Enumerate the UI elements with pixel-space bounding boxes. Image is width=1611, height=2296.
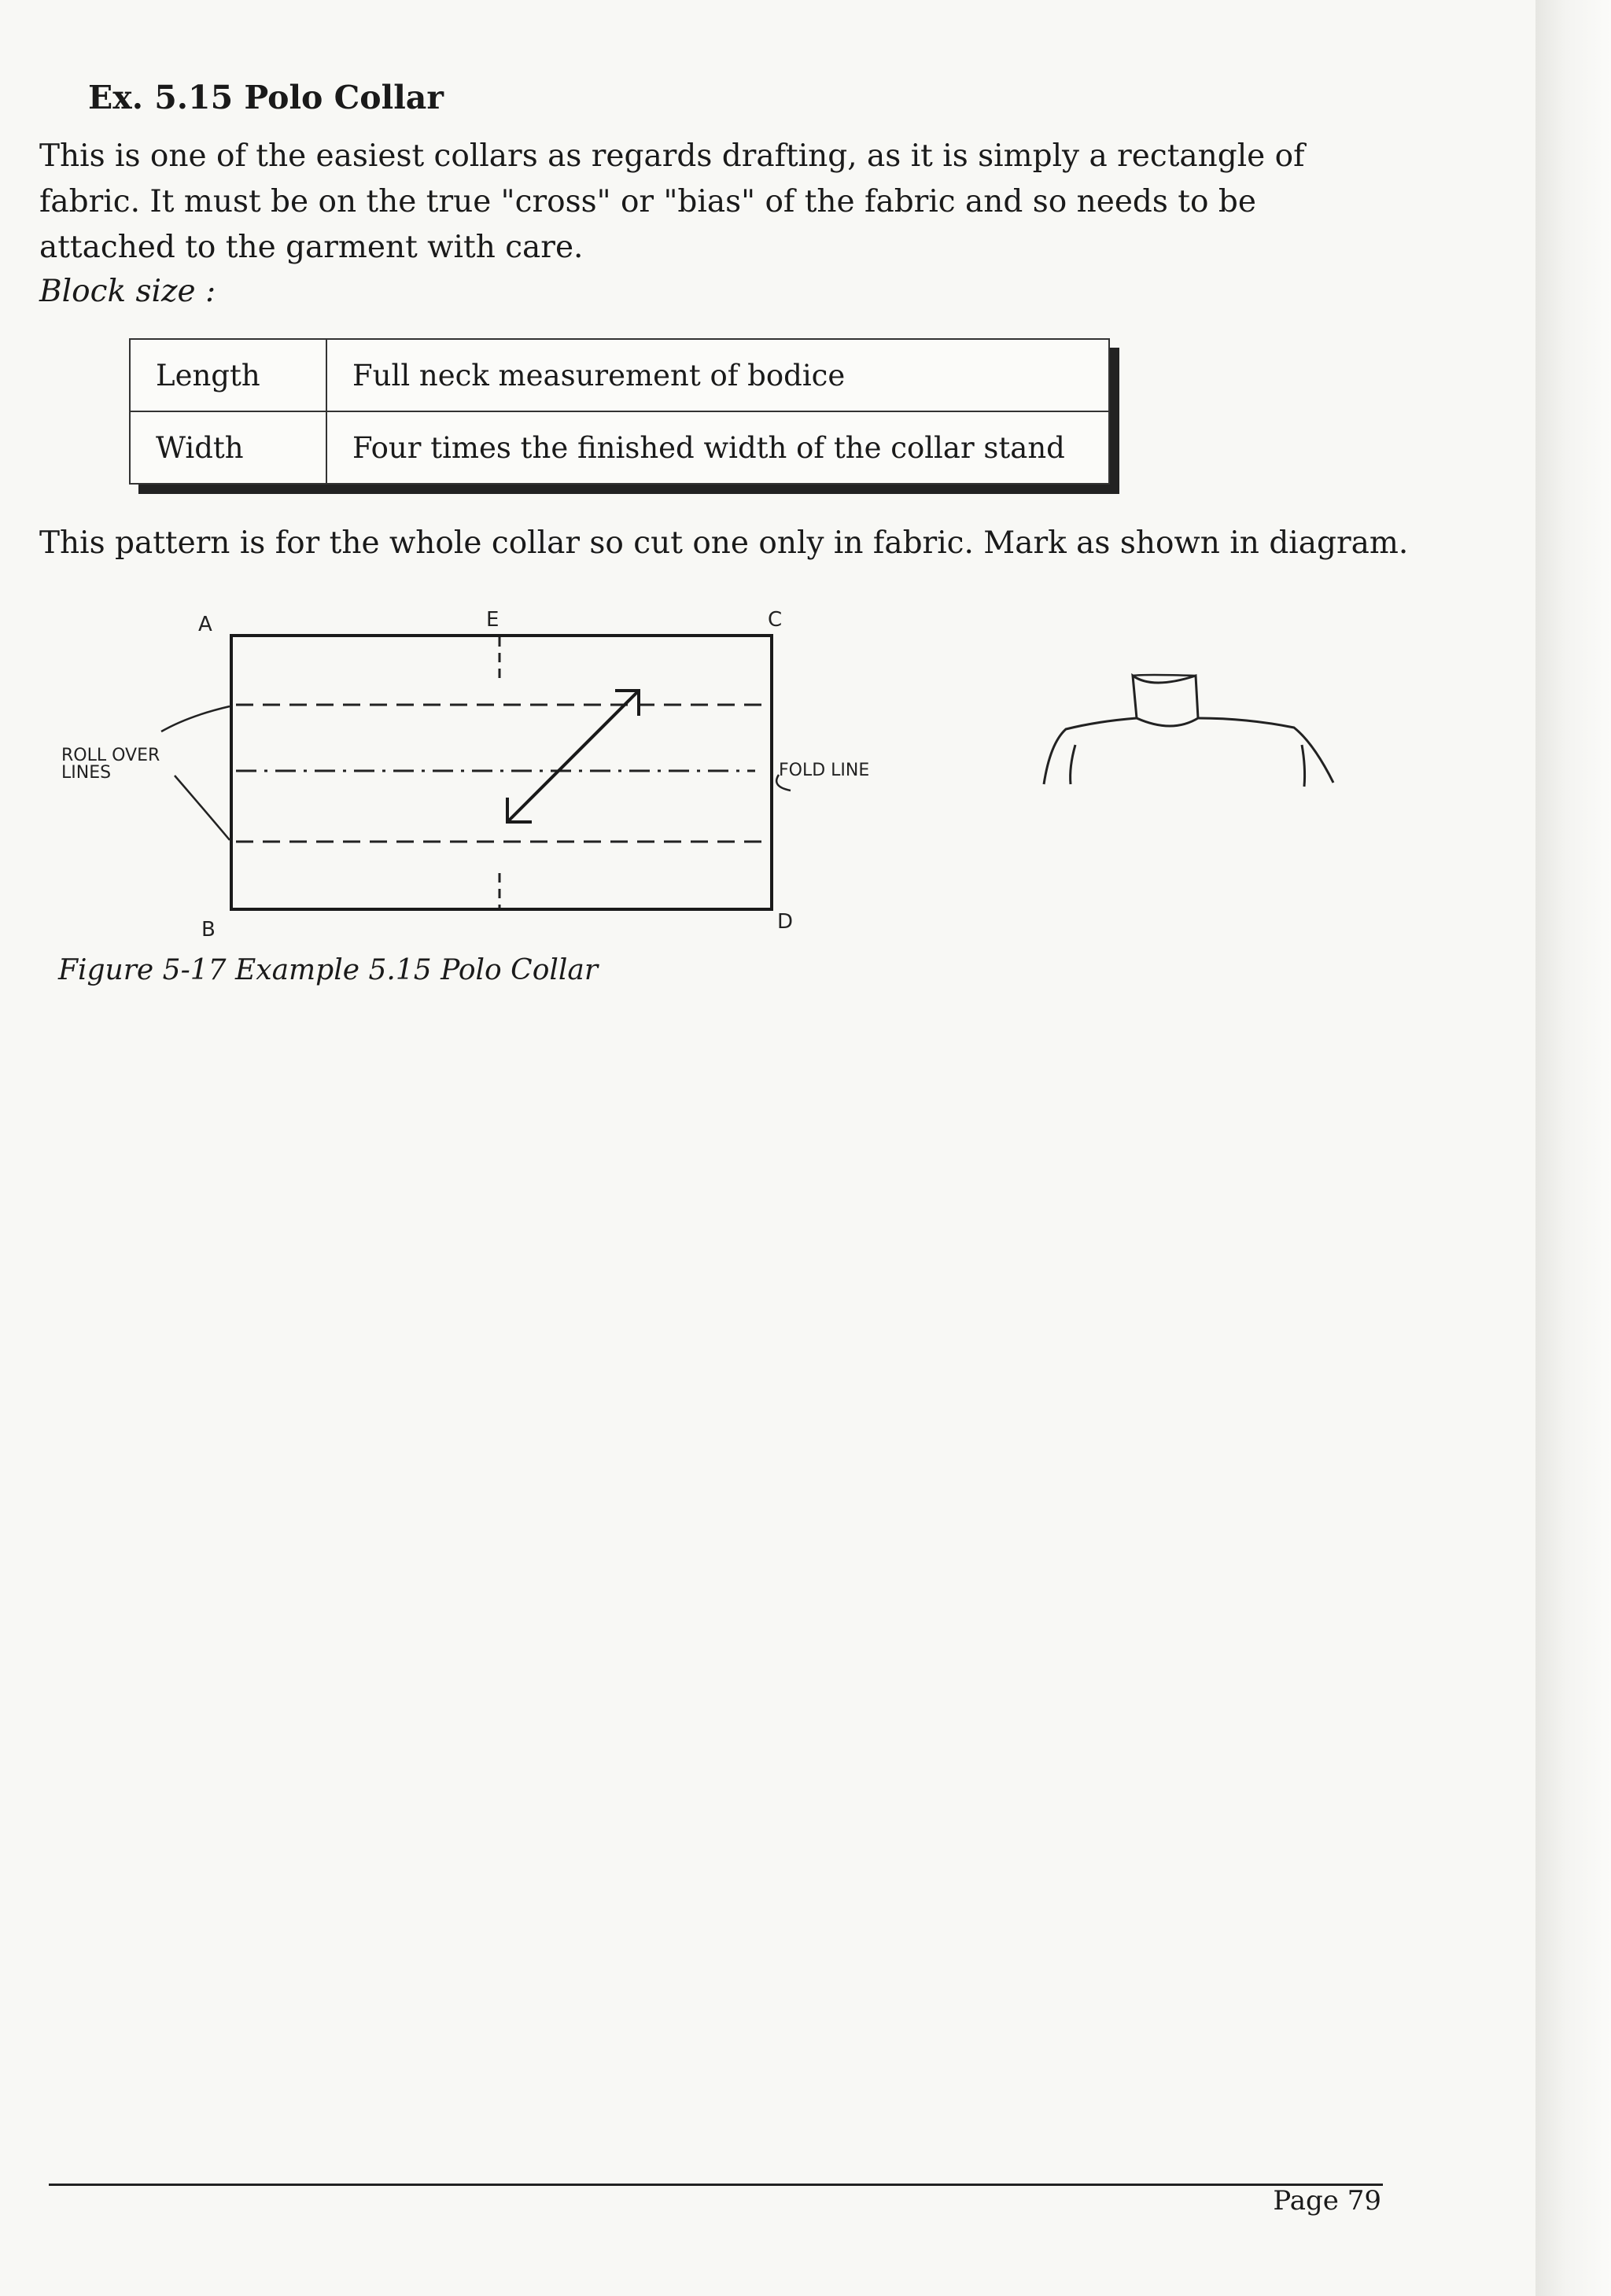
table-row xyxy=(130,339,1109,411)
left-arm xyxy=(1071,745,1075,784)
right-shoulder xyxy=(1198,718,1333,783)
corner-label-d: D xyxy=(777,910,794,934)
collar-rectangle xyxy=(231,636,772,909)
instruction-paragraph: This pattern is for the whole collar so cut one only in fabric. Mark as shown in diagram. xyxy=(39,525,1409,561)
roll-over-pointer-bottom xyxy=(175,776,230,840)
roll-over-label-line-1: ROLL OVER xyxy=(61,746,160,765)
section-heading: Ex. 5.15 Polo Collar xyxy=(88,79,444,116)
page-edge-shadow xyxy=(1535,0,1611,2296)
corner-label-c: C xyxy=(768,608,783,632)
corner-label-b: B xyxy=(201,918,216,942)
block-size-table xyxy=(129,338,1110,485)
table-cell-value: Four times the finished width of the collar stand xyxy=(326,411,1109,484)
corner-label-a: A xyxy=(198,613,212,636)
block-size-label: Block size : xyxy=(39,274,216,309)
footer-rule xyxy=(49,2184,1383,2186)
roll-over-pointer-top xyxy=(161,706,230,732)
intro-paragraph: This is one of the easiest collars as regards drafting, as it is simply a rectangle of fabric. It must be on the true "cross" or "bias" of the fabric and so needs to be attached to the garment with care. xyxy=(39,138,1305,265)
polo-neck-sketch xyxy=(1034,673,1341,791)
right-arm xyxy=(1302,745,1305,787)
collar-pattern-diagram xyxy=(47,598,870,952)
table-row xyxy=(130,411,1109,484)
page-number: Page 79 xyxy=(1273,2185,1381,2217)
table-cell-label: Width xyxy=(130,411,326,484)
left-shoulder xyxy=(1044,718,1137,784)
collar-stand xyxy=(1133,676,1198,726)
table-cell-value: Full neck measurement of bodice xyxy=(326,339,1109,411)
roll-over-label-line-2: LINES xyxy=(61,763,112,783)
table-cell-label: Length xyxy=(130,339,326,411)
figure-caption: Figure 5-17 Example 5.15 Polo Collar xyxy=(58,954,599,986)
fold-line-label: FOLD LINE xyxy=(779,761,870,780)
corner-label-e: E xyxy=(486,608,500,632)
bias-grain-arrow xyxy=(507,691,639,822)
collar-fold xyxy=(1133,675,1196,676)
